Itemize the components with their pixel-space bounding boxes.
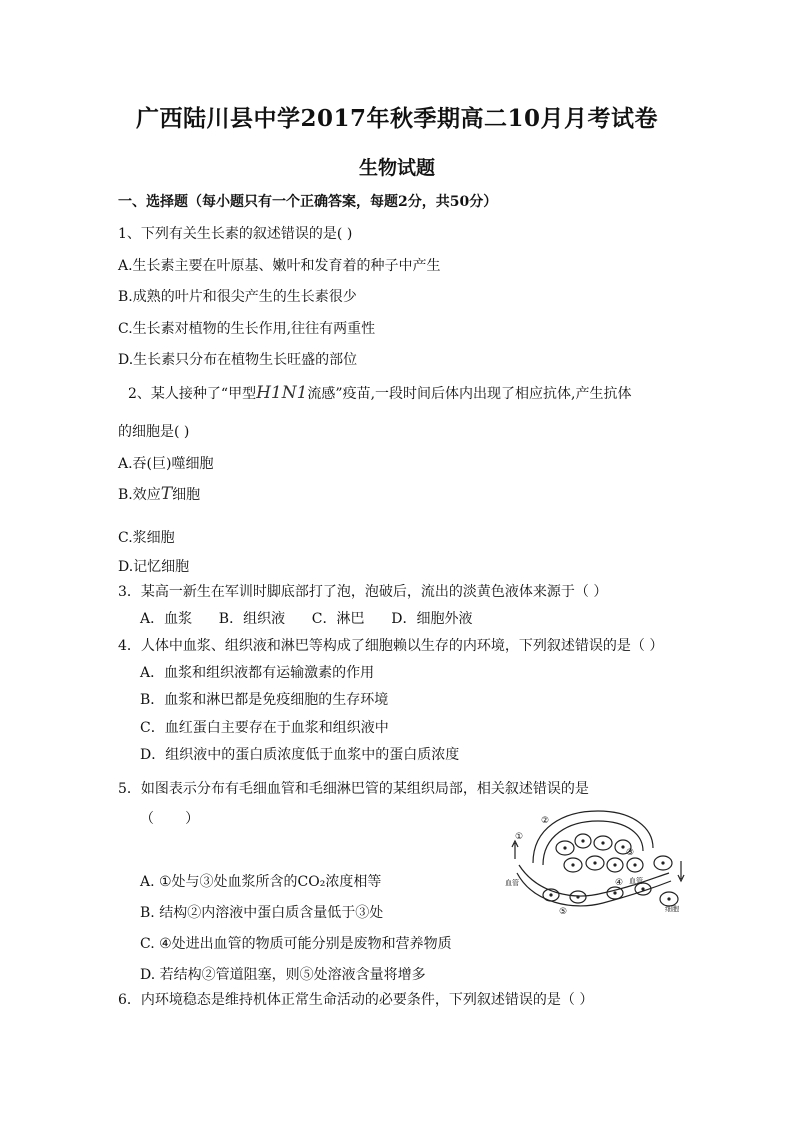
q2-stem-formula: H1N1 (256, 383, 308, 403)
diagram-mark-2: ② (541, 816, 550, 826)
q2-option-d: D.记忆细胞 (118, 559, 190, 575)
q1-option-a: A.生长素主要在叶原基、嫩叶和发育着的种子中产生 (118, 258, 441, 274)
q4-stem: 4．人体中血浆、组织液和淋巴等构成了细胞赖以生存的内环境，下列叙述错误的是（ ） (118, 638, 664, 654)
q3-stem: 3．某高一新生在军训时脚底部打了泡，泡破后，流出的淡黄色液体来源于（ ） (118, 584, 608, 600)
exam-title: 广西陆川县中学2017年秋季期高二10月月考试卷 (135, 105, 659, 132)
q5-option-c: C. ④处进出血管的物质可能分别是废物和营养物质 (140, 936, 452, 952)
q1-option-d: D.生长素只分布在植物生长旺盛的部位 (118, 352, 358, 368)
tissue-diagram (503, 803, 693, 915)
q4-option-c: C．血红蛋白主要存在于血浆和组织液中 (140, 720, 389, 736)
blood-capillary-outer (517, 873, 671, 906)
q4-option-b: B．血浆和淋巴都是免疫细胞的生存环境 (140, 692, 389, 708)
q5-option-d: D. 若结构②管道阻塞，则⑤处溶液含量将增多 (140, 967, 426, 983)
diagram-mark-4: ④ (615, 878, 624, 888)
diagram-label-cell: 细胞 (665, 905, 679, 913)
q2-stem (128, 383, 631, 403)
q2-option-a: A.吞(巨)噬细胞 (118, 456, 214, 472)
q1-option-b: B.成熟的叶片和很尖产生的生长素很少 (118, 289, 357, 305)
q5-option-b: B. 结构②内溶液中蛋白质含量低于③处 (140, 905, 384, 921)
diagram-mark-5: ⑤ (559, 907, 568, 915)
q6-stem: 6．内环境稳态是维持机体正常生命活动的必要条件，下列叙述错误的是（ ） (118, 992, 594, 1008)
lymph-capillary-outer (533, 811, 653, 863)
q5-option-a: A. ①处与③处血浆所含的CO₂浓度相等 (140, 874, 382, 890)
q1-stem: 1、下列有关生长素的叙述错误的是( ) (118, 226, 353, 242)
q2-option-b-formula: T (160, 484, 173, 504)
q2-option-b-post: 细胞 (172, 487, 201, 503)
q2-stem-post: 流感”疫苗,一段时间后体内出现了相应抗体,产生抗体 (307, 386, 632, 402)
q1-option-c: C.生长素对植物的生长作用,往往有两重性 (118, 321, 376, 337)
q2-stem-pre: 2、某人接种了“甲型 (128, 386, 257, 402)
q5-stem: 5．如图表示分布有毛细血管和毛细淋巴管的某组织局部，相关叙述错误的是 (118, 781, 589, 797)
q2-option-b-pre: B.效应 (118, 487, 161, 503)
diagram-mark-1: ① (515, 832, 524, 842)
q2-option-b (118, 484, 200, 504)
q5-answer-paren: （ ） (140, 811, 200, 827)
q4-option-d: D．组织液中的蛋白质浓度低于血浆中的蛋白质浓度 (140, 747, 460, 763)
diagram-label-blood-vessel-right: 血管 (629, 877, 643, 885)
diagram-mark-3: ③ (626, 848, 635, 858)
diagram-label-blood-vessel-left: 血管 (505, 879, 519, 887)
q2-stem-line2: 的细胞是( ) (118, 424, 190, 440)
exam-subtitle: 生物试题 (358, 157, 435, 179)
q3-options: A．血浆 B．组织液 C．淋巴 D．细胞外液 (140, 611, 473, 627)
section-heading: 一、选择题（每小题只有一个正确答案，每题2分，共50分） (118, 194, 498, 210)
q2-option-c: C.浆细胞 (118, 530, 175, 546)
q4-option-a: A．血浆和组织液都有运输激素的作用 (140, 665, 375, 681)
